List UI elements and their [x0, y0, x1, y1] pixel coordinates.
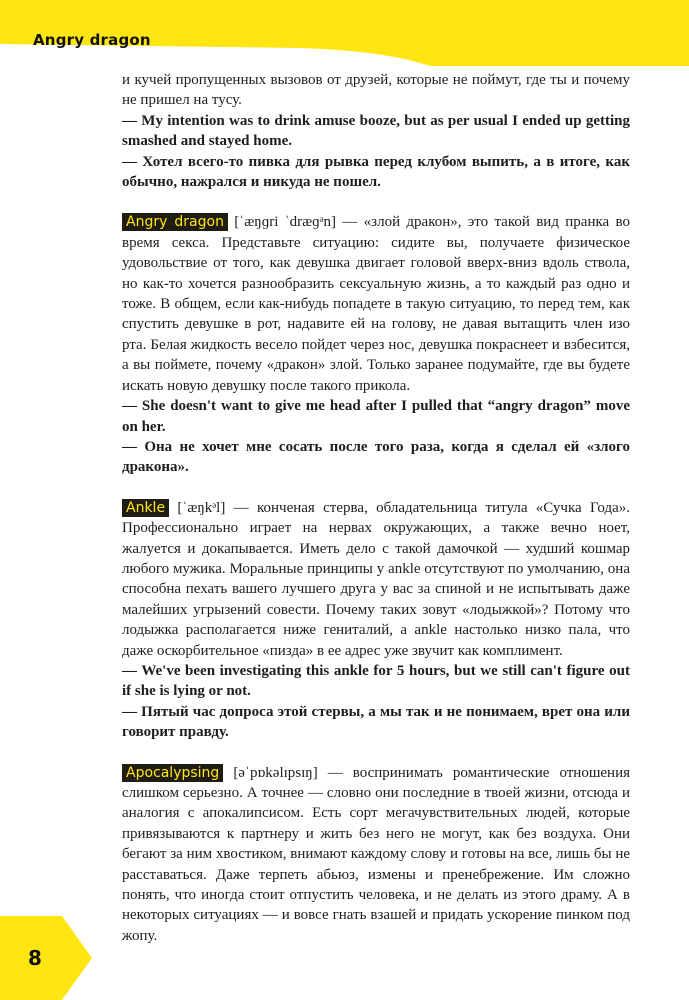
example-russian: — Пятый час допроса этой стервы, а мы так и не понимаем, врет она или говорит правду.	[122, 703, 630, 741]
definition: — «злой дракон», это такой вид пранка во время секса. Представьте ситуацию: сидите вы, получаете физическое удовольствие от того, как девушка двигает головой вверх-вниз вдоль ствола, но как-то хочется разнообразить сексуальную жизнь, а то каждый раз одно и тоже. В общем, если как-нибудь попадете в такую ситуацию, то перед тем, как спустить девушке в рот, надавите ей на голову, не давая вытащить член изо рта. Белая жидкость весело пойдет через нос, девушка покраснеет и взбесится, а вы поймете, почему «дракон» злой. Только заранее подумайте, где вы будете искать новую девушку после такого прикола.	[122, 214, 631, 394]
page-number-tab	[0, 916, 95, 1000]
transcription: [ˈæŋɡri ˈdræɡᵊn]	[234, 214, 337, 231]
dictionary-page-body	[122, 70, 630, 946]
entry-apocalypsing	[122, 763, 630, 947]
example-english: — She doesn't want to give me head after I pulled that “angry dragon” move on her.	[122, 398, 630, 435]
term-label: Apocalypsing	[122, 764, 223, 782]
term-label: Ankle	[122, 499, 169, 517]
definition: — воспринимать романтические отношения слишком серьезно. А точнее — словно они последние в твоей жизни, отсюда и аналогия с апокалипсисом. Есть сорт мегачувствительных людей, которые привязываются к партнеру и жить без него не могут, как без воздуха. Они бегают за ним хвостиком, внимают каждому слову и готовы на все, лишь бы не расставаться. Даже терпеть абьюз, измены и пренебрежение. Им сложно понять, что иногда стоит отпустить человека, и не делать из этого драму. А в некоторых ситуациях — и вовсе гнать взашей и придать ускорение пинком под жопу.	[122, 764, 630, 944]
continuation-text: и кучей пропущенных вызовов от друзей, которые не поймут, где ты и почему не пришел на тусу.	[122, 72, 630, 109]
entry-angry-dragon	[122, 212, 630, 477]
transcription: [ˈæŋkᵊl]	[177, 499, 226, 516]
entry-ankle	[122, 498, 630, 743]
transcription: [əˈpɒkəlɪpsɪŋ]	[233, 764, 318, 781]
definition: — конченая стерва, обладательница титула «Сучка Года». Профессионально играет на нервах окружающих, а также вечно ноет, жалуется и докапывается. Иметь дело с такой дамочкой — худший кошмар любого мужика. Моральные принципы у ankle отсутствуют по умолчанию, она способна пехать вашего лучшего друга у вас за спиной и не испытывать даже малейших угрызений совести. Почему таких зовут «лодыжкой»? Потому что лодыжка располагается ниже гениталий, а ankle настолько низко пала, что даже оскорбительное «пизда» в ее адрес уже звучит как комплимент.	[122, 499, 630, 659]
example-english: — My intention was to drink amuse booze, but as per usual I ended up getting smashed and stayed home.	[122, 112, 630, 150]
example-russian: — Хотел всего-то пивка для рывка перед клубом выпить, а в итоге, как обычно, нажрался и никуда не пошел.	[122, 153, 630, 191]
example-russian: — Она не хочет мне сосать после того раза, когда я сделал ей «злого дракона».	[122, 438, 630, 476]
term-label: Angry dragon	[122, 213, 228, 231]
page-number: 8	[28, 946, 42, 970]
running-head: Angry dragon	[33, 31, 151, 49]
example-english: — We've been investigating this ankle for 5 hours, but we still can't figure out if she is lying or not.	[122, 662, 630, 700]
